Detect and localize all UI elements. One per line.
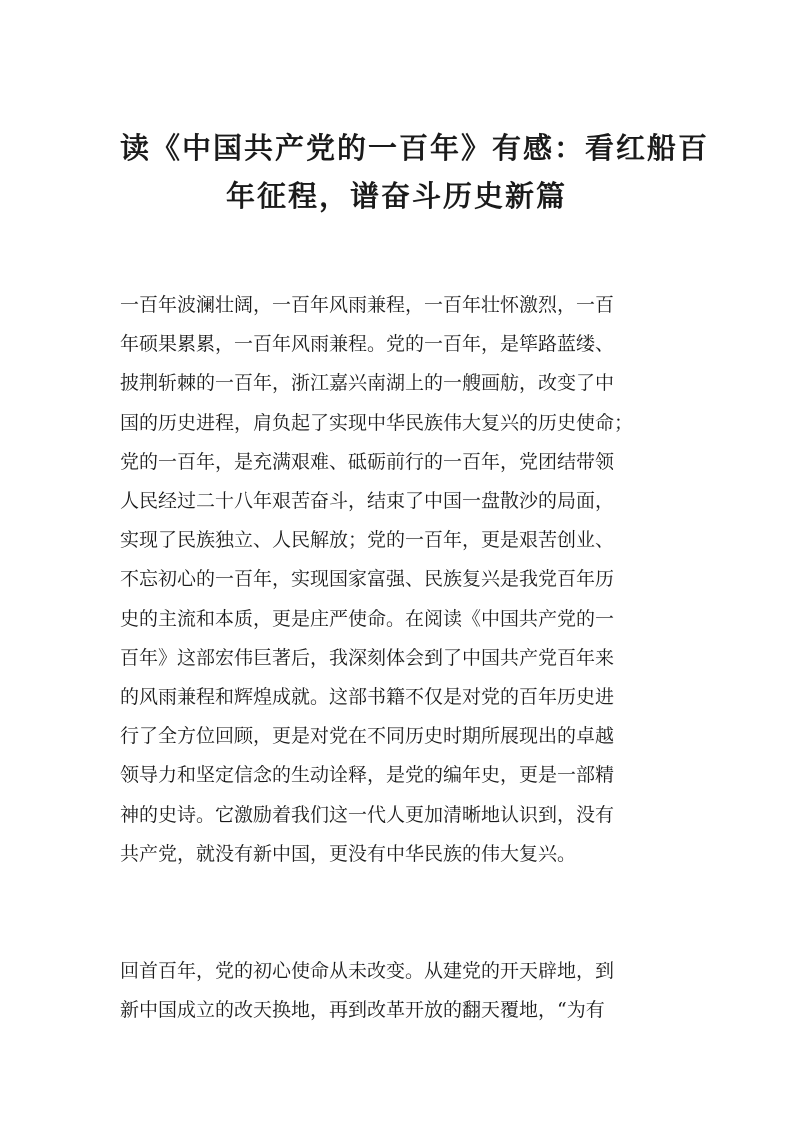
title-line: 读《中国共产党的一百年》有感：看红船百 <box>120 131 710 165</box>
paragraph-line: 百年》这部宏伟巨著后，我深刻体会到了中国共产党百年来 <box>120 646 615 669</box>
paragraph-line: 人民经过二十八年艰苦奋斗，结束了中国一盘散沙的局面， <box>120 490 615 513</box>
paragraph-2 <box>120 952 680 1030</box>
paragraph-1 <box>120 286 680 874</box>
paragraph-line: 年硕果累累，一百年风雨兼程。党的一百年，是筚路蓝缕、 <box>120 333 615 356</box>
paragraph-line: 的风雨兼程和辉煌成就。这部书籍不仅是对党的百年历史进 <box>120 686 615 709</box>
paragraph-line: 回首百年，党的初心使命从未改变。从建党的开天辟地，到 <box>120 960 615 982</box>
paragraph-line: 国的历史进程，肩负起了实现中华民族伟大复兴的历史使命； <box>120 411 634 434</box>
paragraph-line: 披荆斩棘的一百年，浙江嘉兴南湖上的一艘画舫，改变了中 <box>120 372 615 395</box>
paragraph-line: 神的史诗。它激励着我们这一代人更加清晰地认识到，没有 <box>120 803 615 826</box>
paragraph-line: 党的一百年，是充满艰难、砥砺前行的一百年，党团结带领 <box>120 450 615 473</box>
paragraph-line: 新中国成立的改天换地，再到改革开放的翻天覆地，“为有 <box>120 999 605 1022</box>
document-title <box>120 124 710 220</box>
paragraph-line: 领导力和坚定信念的生动诠释，是党的编年史，更是一部精 <box>120 764 615 787</box>
paragraph-line: 不忘初心的一百年，实现国家富强、民族复兴是我党百年历 <box>120 568 615 591</box>
title-line: 年征程，谱奋斗历史新篇 <box>225 179 567 213</box>
paragraph-line: 共产党，就没有新中国，更没有中华民族的伟大复兴。 <box>120 842 577 865</box>
paragraph-line: 行了全方位回顾，更是对党在不同历史时期所展现出的卓越 <box>120 725 615 748</box>
paragraph-line: 史的主流和本质，更是庄严使命。在阅读《中国共产党的一 <box>120 607 615 630</box>
paragraph-line: 实现了民族独立、人民解放；党的一百年，更是艰苦创业、 <box>120 529 615 552</box>
paragraph-line: 一百年波澜壮阔，一百年风雨兼程，一百年壮怀激烈，一百 <box>120 294 615 316</box>
